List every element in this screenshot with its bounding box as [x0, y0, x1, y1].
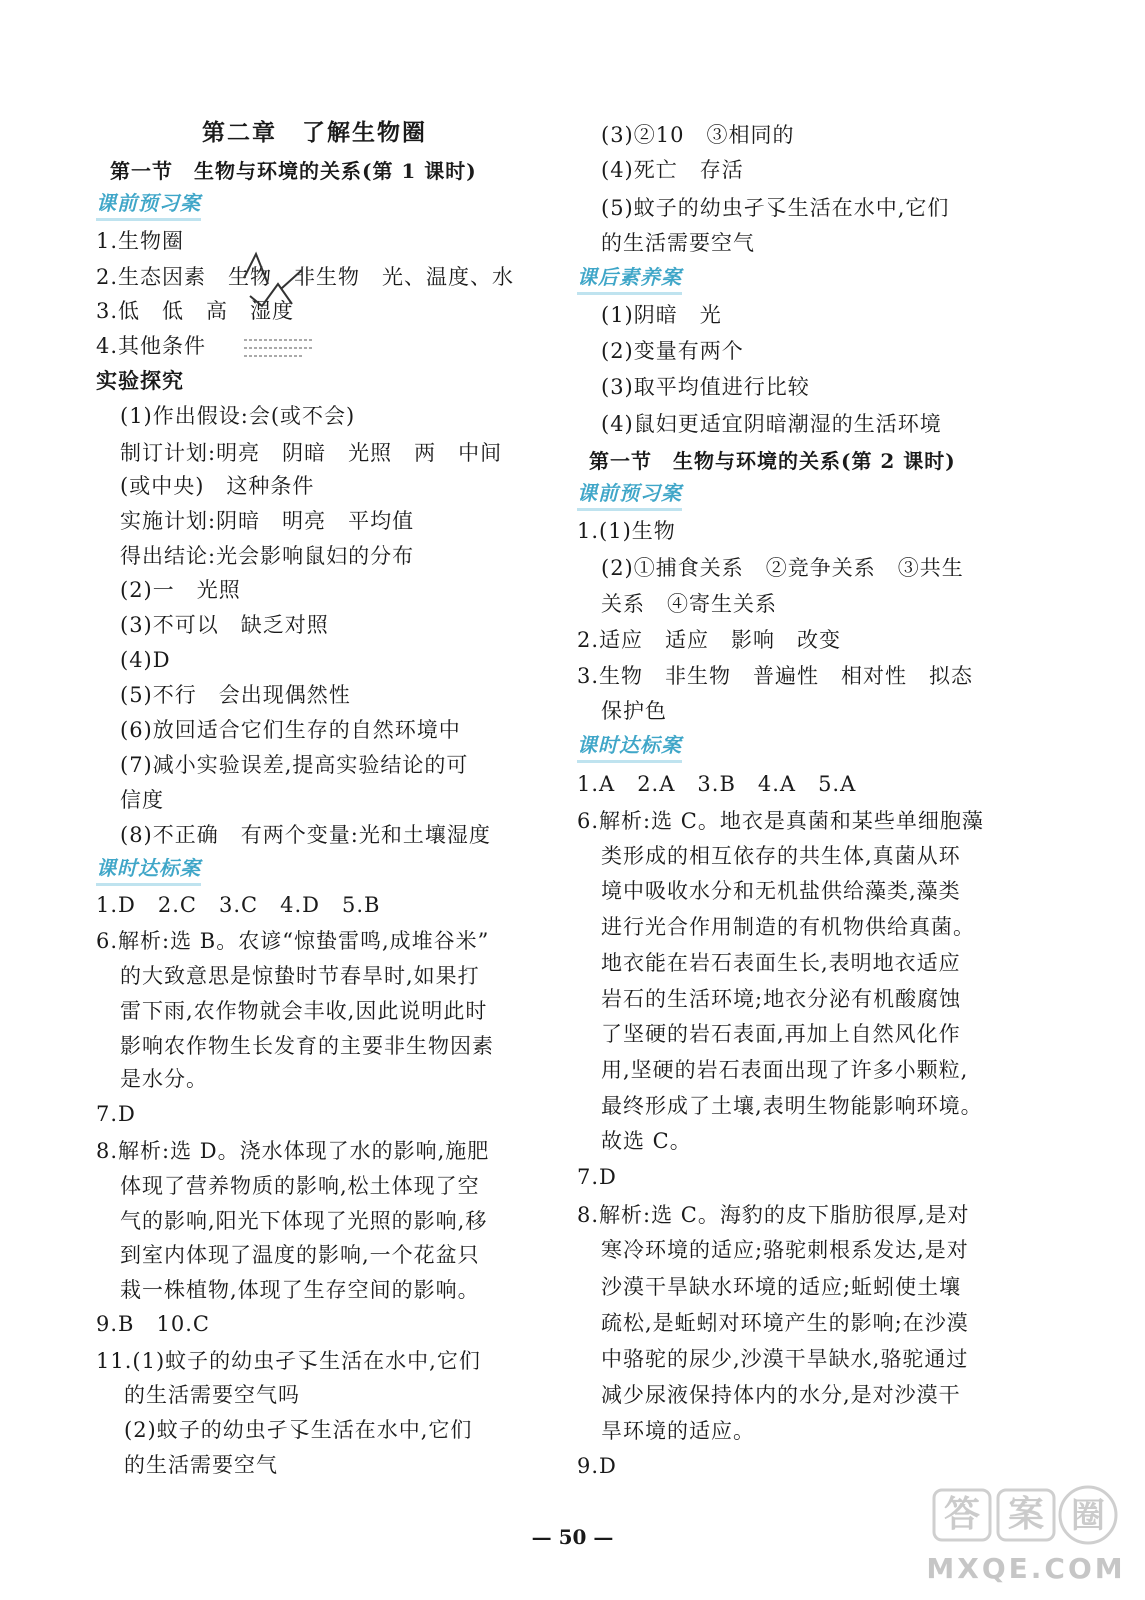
list-item: 的生活需要空气	[601, 231, 755, 255]
list-item: (1)阴暗 光	[601, 303, 722, 327]
list-item: 影响农作物生长发育的主要非生物因素	[120, 1034, 494, 1058]
svg-text:答: 答	[943, 1494, 981, 1535]
list-item: 中骆驼的尿少,沙漠干旱缺水,骆驼通过	[601, 1347, 969, 1371]
preview-tag: 课前预习案	[577, 478, 682, 511]
list-item: 岩石的生活环境;地衣分泌有机酸腐蚀	[601, 987, 962, 1011]
list-item: (5)不行 会出现偶然性	[120, 683, 351, 707]
watermark-logo	[926, 1482, 1126, 1592]
standard-tag: 课时达标案	[577, 730, 682, 763]
list-item: (8)不正确 有两个变量:光和土壤湿度	[120, 823, 491, 847]
list-item: 8.解析:选 C。海豹的皮下脂肪很厚,是对	[577, 1203, 970, 1227]
list-item: 7.D	[96, 1102, 136, 1126]
svg-text:圈: 圈	[1071, 1496, 1105, 1536]
list-item: (7)减小实验误差,提高实验结论的可	[120, 753, 469, 777]
page-number: — 50 —	[531, 1525, 614, 1549]
list-item: 气的影响,阳光下体现了光照的影响,移	[120, 1209, 488, 1233]
list-item: 进行光合作用制造的有机物供给真菌。	[601, 915, 975, 939]
list-item: 9.D	[577, 1454, 617, 1478]
list-item: (4)死亡 存活	[601, 158, 744, 182]
list-item: 关系 ④寄生关系	[601, 592, 777, 616]
list-item: 2.适应 适应 影响 改变	[577, 628, 842, 652]
list-item: 境中吸收水分和无机盐供给藻类,藻类	[601, 879, 961, 903]
list-item: 的生活需要空气吗	[124, 1383, 300, 1407]
list-item: 栽一株植物,体现了生存空间的影响。	[120, 1278, 480, 1302]
handwriting-scribble	[242, 332, 322, 366]
list-item: 8.解析:选 D。浇水体现了水的影响,施肥	[96, 1139, 490, 1163]
list-item: 6.解析:选 B。农谚“惊蛰雷鸣,成堆谷米”	[96, 929, 490, 953]
preview-tag: 课前预习案	[96, 188, 201, 221]
list-item: 寒冷环境的适应;骆驼刺根系发达,是对	[601, 1238, 969, 1262]
list-item: 1.(1)生物	[577, 519, 676, 543]
svg-text:案: 案	[1007, 1494, 1045, 1535]
list-item: 了坚硬的岩石表面,再加上自然风化作	[601, 1022, 961, 1046]
svg-text:MXQE.COM: MXQE.COM	[926, 1552, 1126, 1585]
section-title: 第一节 生物与环境的关系(第 2 课时)	[589, 449, 956, 473]
list-item: 实施计划:阴暗 明亮 平均值	[120, 509, 415, 533]
list-item: 9.B 10.C	[96, 1312, 210, 1336]
list-item: 到室内体现了温度的影响,一个花盆只	[120, 1243, 480, 1267]
list-item: (5)蚊子的幼虫孑孓生活在水中,它们	[601, 196, 950, 220]
list-item: 4.其他条件	[96, 334, 207, 358]
list-item: 制订计划:明亮 阴暗 光照 两 中间	[120, 441, 503, 465]
list-item: 3.低 低 高 湿度	[96, 299, 295, 323]
list-item: 1.A 2.A 3.B 4.A 5.A	[577, 772, 857, 796]
list-item: 6.解析:选 C。地衣是真菌和某些单细胞藻	[577, 809, 984, 833]
list-item: 旱环境的适应。	[601, 1419, 755, 1443]
list-item: (4)鼠妇更适宜阴暗潮湿的生活环境	[601, 412, 942, 436]
list-item: 最终形成了土壤,表明生物能影响环境。	[601, 1094, 983, 1118]
list-item: 的大致意思是惊蛰时节春旱时,如果打	[120, 964, 480, 988]
list-item: 的生活需要空气	[124, 1453, 278, 1477]
list-item: 减少尿液保持体内的水分,是对沙漠干	[601, 1383, 961, 1407]
list-item: 沙漠干旱缺水环境的适应;蚯蚓使土壤	[601, 1275, 962, 1299]
experiment-heading: 实验探究	[96, 368, 184, 393]
list-item: 保护色	[601, 699, 667, 723]
list-item: (或中央) 这种条件	[120, 474, 315, 498]
list-item: 2.生态因素 生物 非生物 光、温度、水	[96, 265, 515, 289]
list-item: 1.D 2.C 3.C 4.D 5.B	[96, 893, 381, 917]
list-item: (2)蚊子的幼虫孑孓生活在水中,它们	[124, 1418, 473, 1442]
list-item: 1.生物圈	[96, 229, 185, 253]
list-item: 疏松,是蚯蚓对环境产生的影响;在沙漠	[601, 1311, 969, 1335]
list-item: 雷下雨,农作物就会丰收,因此说明此时	[120, 999, 488, 1023]
after-tag: 课后素养案	[577, 262, 682, 295]
list-item: 类形成的相互依存的共生体,真菌从环	[601, 844, 961, 868]
list-item: (6)放回适合它们生存的自然环境中	[120, 718, 461, 742]
list-item: 是水分。	[120, 1067, 208, 1091]
chapter-title: 第二章 了解生物圈	[202, 119, 427, 146]
list-item: 地衣能在岩石表面生长,表明地衣适应	[601, 951, 961, 975]
handwriting-scribble	[242, 248, 322, 318]
list-item: 用,坚硬的岩石表面出现了许多小颗粒,	[601, 1058, 969, 1082]
list-item: 得出结论:光会影响鼠妇的分布	[120, 544, 415, 568]
list-item: (2)变量有两个	[601, 339, 744, 363]
list-item: (3)取平均值进行比较	[601, 375, 810, 399]
list-item: 体现了营养物质的影响,松土体现了空	[120, 1174, 480, 1198]
list-item: (4)D	[120, 648, 171, 672]
list-item: 3.生物 非生物 普遍性 相对性 拟态	[577, 664, 974, 688]
list-item: 故选 C。	[601, 1129, 692, 1153]
standard-tag: 课时达标案	[96, 853, 201, 886]
list-item: (3)②10 ③相同的	[601, 123, 795, 147]
list-item: 信度	[120, 788, 164, 812]
section-title: 第一节 生物与环境的关系(第 1 课时)	[110, 159, 477, 183]
list-item: 11.(1)蚊子的幼虫孑孓生活在水中,它们	[96, 1349, 481, 1373]
list-item: 7.D	[577, 1165, 617, 1189]
list-item: (3)不可以 缺乏对照	[120, 613, 329, 637]
list-item: (1)作出假设:会(或不会)	[120, 404, 356, 428]
list-item: (2)①捕食关系 ②竞争关系 ③共生	[601, 556, 964, 580]
list-item: (2)一 光照	[120, 578, 241, 602]
